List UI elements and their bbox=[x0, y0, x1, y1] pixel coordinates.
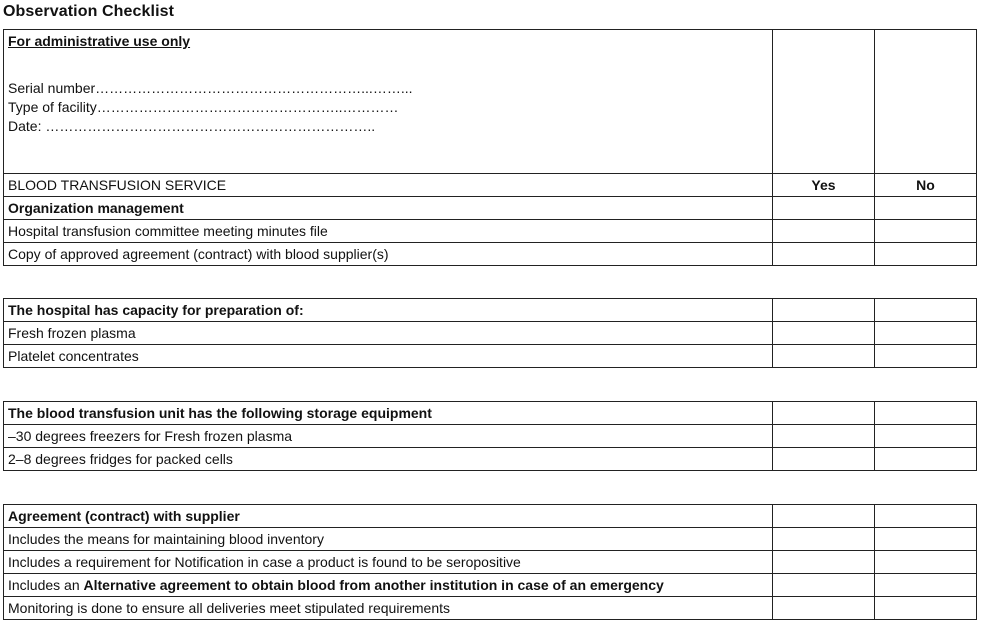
facility-type-field[interactable]: Type of facility……………………………………………..………… bbox=[8, 99, 399, 115]
checklist-item: –30 degrees freezers for Fresh frozen plasma bbox=[4, 425, 773, 448]
checklist-row bbox=[4, 551, 977, 574]
yes-cell[interactable] bbox=[773, 448, 875, 471]
yes-cell[interactable] bbox=[773, 197, 875, 220]
checklist-row bbox=[4, 243, 977, 266]
section-row bbox=[4, 197, 977, 220]
checklist-item: Monitoring is done to ensure all deliveries meet stipulated requirements bbox=[4, 597, 773, 620]
no-cell[interactable] bbox=[875, 448, 977, 471]
checklist-table-agreement bbox=[3, 504, 977, 620]
admin-row bbox=[4, 30, 977, 174]
serial-number-field[interactable]: Serial number…………………………………………………...……... bbox=[8, 80, 413, 96]
checklist-table-organization bbox=[3, 29, 977, 266]
checklist-item bbox=[4, 574, 773, 597]
no-cell[interactable] bbox=[875, 597, 977, 620]
no-cell[interactable] bbox=[875, 528, 977, 551]
yes-cell[interactable] bbox=[773, 402, 875, 425]
checklist-row bbox=[4, 220, 977, 243]
checklist-table-storage bbox=[3, 401, 977, 471]
checklist-item: Includes a requirement for Notification in case a product is found to be seropositive bbox=[4, 551, 773, 574]
checklist-row bbox=[4, 597, 977, 620]
checklist-item: Fresh frozen plasma bbox=[4, 322, 773, 345]
section-heading: Agreement (contract) with supplier bbox=[4, 505, 773, 528]
section-heading: The hospital has capacity for preparation of: bbox=[4, 299, 773, 322]
checklist-item-emphasis: Alternative agreement to obtain blood from another institution in case of an emergency bbox=[83, 577, 664, 593]
no-cell[interactable] bbox=[875, 402, 977, 425]
checklist-table-preparation bbox=[3, 298, 977, 368]
checklist-item: Hospital transfusion committee meeting minutes file bbox=[4, 220, 773, 243]
checklist-row bbox=[4, 574, 977, 597]
yes-cell[interactable] bbox=[773, 597, 875, 620]
no-cell[interactable] bbox=[875, 220, 977, 243]
no-cell[interactable] bbox=[875, 322, 977, 345]
section-heading: Organization management bbox=[4, 197, 773, 220]
yes-cell[interactable] bbox=[773, 345, 875, 368]
checklist-row bbox=[4, 425, 977, 448]
yes-cell[interactable] bbox=[773, 243, 875, 266]
yes-cell[interactable] bbox=[773, 505, 875, 528]
section-heading: The blood transfusion unit has the following storage equipment bbox=[4, 402, 773, 425]
section-row bbox=[4, 299, 977, 322]
section-row bbox=[4, 505, 977, 528]
admin-no-cell bbox=[875, 30, 977, 174]
no-cell[interactable] bbox=[875, 505, 977, 528]
yes-cell[interactable] bbox=[773, 528, 875, 551]
no-cell[interactable] bbox=[875, 197, 977, 220]
admin-heading: For administrative use only bbox=[8, 33, 191, 49]
page-title: Observation Checklist bbox=[3, 3, 175, 20]
checklist-item: 2–8 degrees fridges for packed cells bbox=[4, 448, 773, 471]
admin-yes-cell bbox=[773, 30, 875, 174]
checklist-row bbox=[4, 345, 977, 368]
checklist-item: Copy of approved agreement (contract) with blood supplier(s) bbox=[4, 243, 773, 266]
no-cell[interactable] bbox=[875, 345, 977, 368]
yes-column-header: Yes bbox=[773, 174, 875, 197]
checklist-item-prefix: Includes an bbox=[8, 577, 84, 593]
no-cell[interactable] bbox=[875, 551, 977, 574]
checklist-item: Includes the means for maintaining blood inventory bbox=[4, 528, 773, 551]
admin-cell bbox=[4, 30, 773, 174]
yes-cell[interactable] bbox=[773, 322, 875, 345]
yes-cell[interactable] bbox=[773, 425, 875, 448]
no-cell[interactable] bbox=[875, 243, 977, 266]
yes-cell[interactable] bbox=[773, 220, 875, 243]
no-column-header: No bbox=[875, 174, 977, 197]
checklist-row bbox=[4, 322, 977, 345]
service-heading: BLOOD TRANSFUSION SERVICE bbox=[4, 174, 773, 197]
yes-cell[interactable] bbox=[773, 551, 875, 574]
section-row bbox=[4, 402, 977, 425]
yes-cell[interactable] bbox=[773, 574, 875, 597]
checklist-row bbox=[4, 448, 977, 471]
no-cell[interactable] bbox=[875, 574, 977, 597]
yes-cell[interactable] bbox=[773, 299, 875, 322]
no-cell[interactable] bbox=[875, 425, 977, 448]
checklist-row bbox=[4, 528, 977, 551]
checklist-item: Platelet concentrates bbox=[4, 345, 773, 368]
header-row bbox=[4, 174, 977, 197]
date-field[interactable]: Date: …………………………………………………………….. bbox=[8, 118, 376, 134]
no-cell[interactable] bbox=[875, 299, 977, 322]
